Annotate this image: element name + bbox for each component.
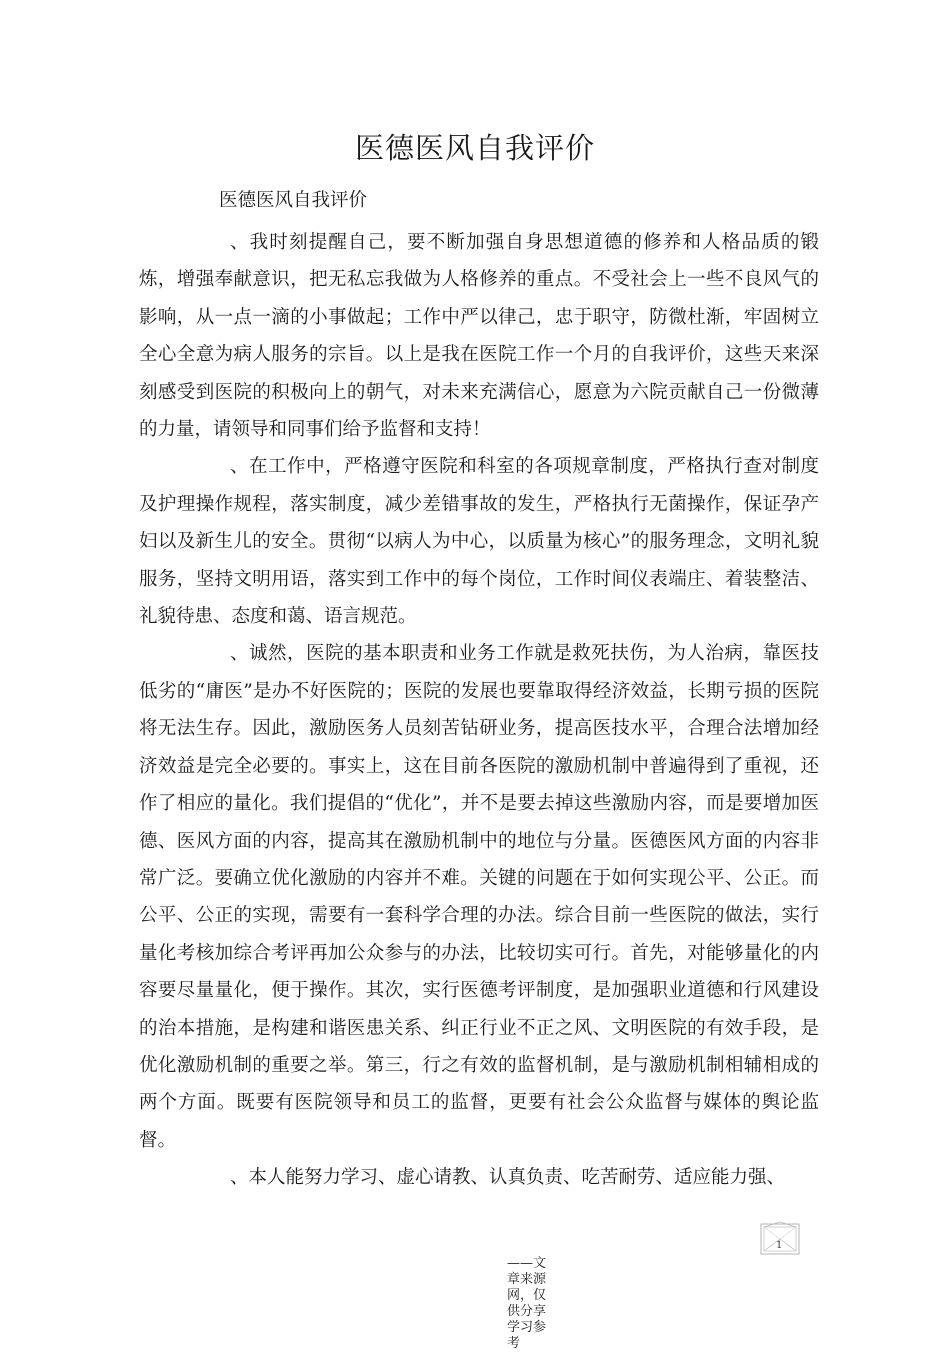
paragraph-4: 、本人能努力学习、虚心请教、认真负责、吃苦耐劳、适应能力强、 bbox=[230, 1167, 786, 1189]
paragraph-2: 、在工作中，严格遵守医院和科室的各项规章制度，严格执行查对制度及护理操作规程，落实制度，减少差错事故的发生，严格执行无菌操作，保证孕产妇以及新生儿的安全。贯彻“以病人为中心，以质量为核心”的服务理念，文明礼貌服务，坚持文明用语，落实到工作中的每个岗位，工作时间仪表端庄、着装整洁、礼貌待患、态度和蔼、语言规范。 bbox=[139, 456, 819, 628]
paragraph-3: 、诚然，医院的基本职责和业务工作就是救死扶伤，为人治病，靠医技低劣的“庸医”是办不好医院的；医院的发展也要靠取得经济效益，长期亏损的医院将无法生存。因此，激励医务人员刻苦钻研业务，提高医技水平，合理合法增加经济效益是完全必要的。事实上，这在目前各医院的激励机制中普遍得到了重视，还作了相应的量化。我们提倡的“优化”，并不是要去掉这些激励内容，而是要增加医德、医风方面的内容，提高其在激励机制中的地位与分量。医德医风方面的内容非常广泛。要确立优化激励的内容并不难。关键的问题在于如何实现公平、公正。而公平、公正的实现，需要有一套科学合理的办法。综合目前一些医院的做法，实行量化考核加综合考评再加公众参与的办法，比较切实可行。首先，对能够量化的内容要尽量量化，便于操作。其次，实行医德考评制度，是加强职业道德和行风建设的治本措施，是构建和谐医患关系、纠正行业不正之风、文明医院的有效手段，是优化激励机制的重要之举。第三，行之有效的监督机制，是与激励机制相辅相成的两个方面。既要有医院领导和员工的监督，更要有社会公众监督与媒体的舆论监督。 bbox=[139, 643, 819, 1151]
document-subtitle: 医德医风自我评价 bbox=[219, 190, 368, 211]
paragraph-1: 、我时刻提醒自己，要不断加强自身思想道德的修养和人格品质的锻炼，增强奉献意识，把无私忘我做为人格修养的重点。不受社会上一些不良风气的影响，从一点一滴的小事做起；工作中严以律己，忠于职守，防微杜渐，牢固树立全心全意为病人服务的宗旨。以上是我在医院工作一个月的自我评价，这些天来深刻感受到医院的积极向上的朝气，对未来充满信心，愿意为六院贡献自己一份微薄的力量，请领导和同事们给予监督和支持！ bbox=[139, 232, 819, 441]
document-title: 医德医风自我评价 bbox=[354, 131, 595, 165]
document-body bbox=[139, 224, 819, 1197]
footer-source-note: ——文章来源网，仅供分享学习参考 bbox=[507, 1256, 547, 1351]
page-number: 1 bbox=[776, 1240, 783, 1251]
